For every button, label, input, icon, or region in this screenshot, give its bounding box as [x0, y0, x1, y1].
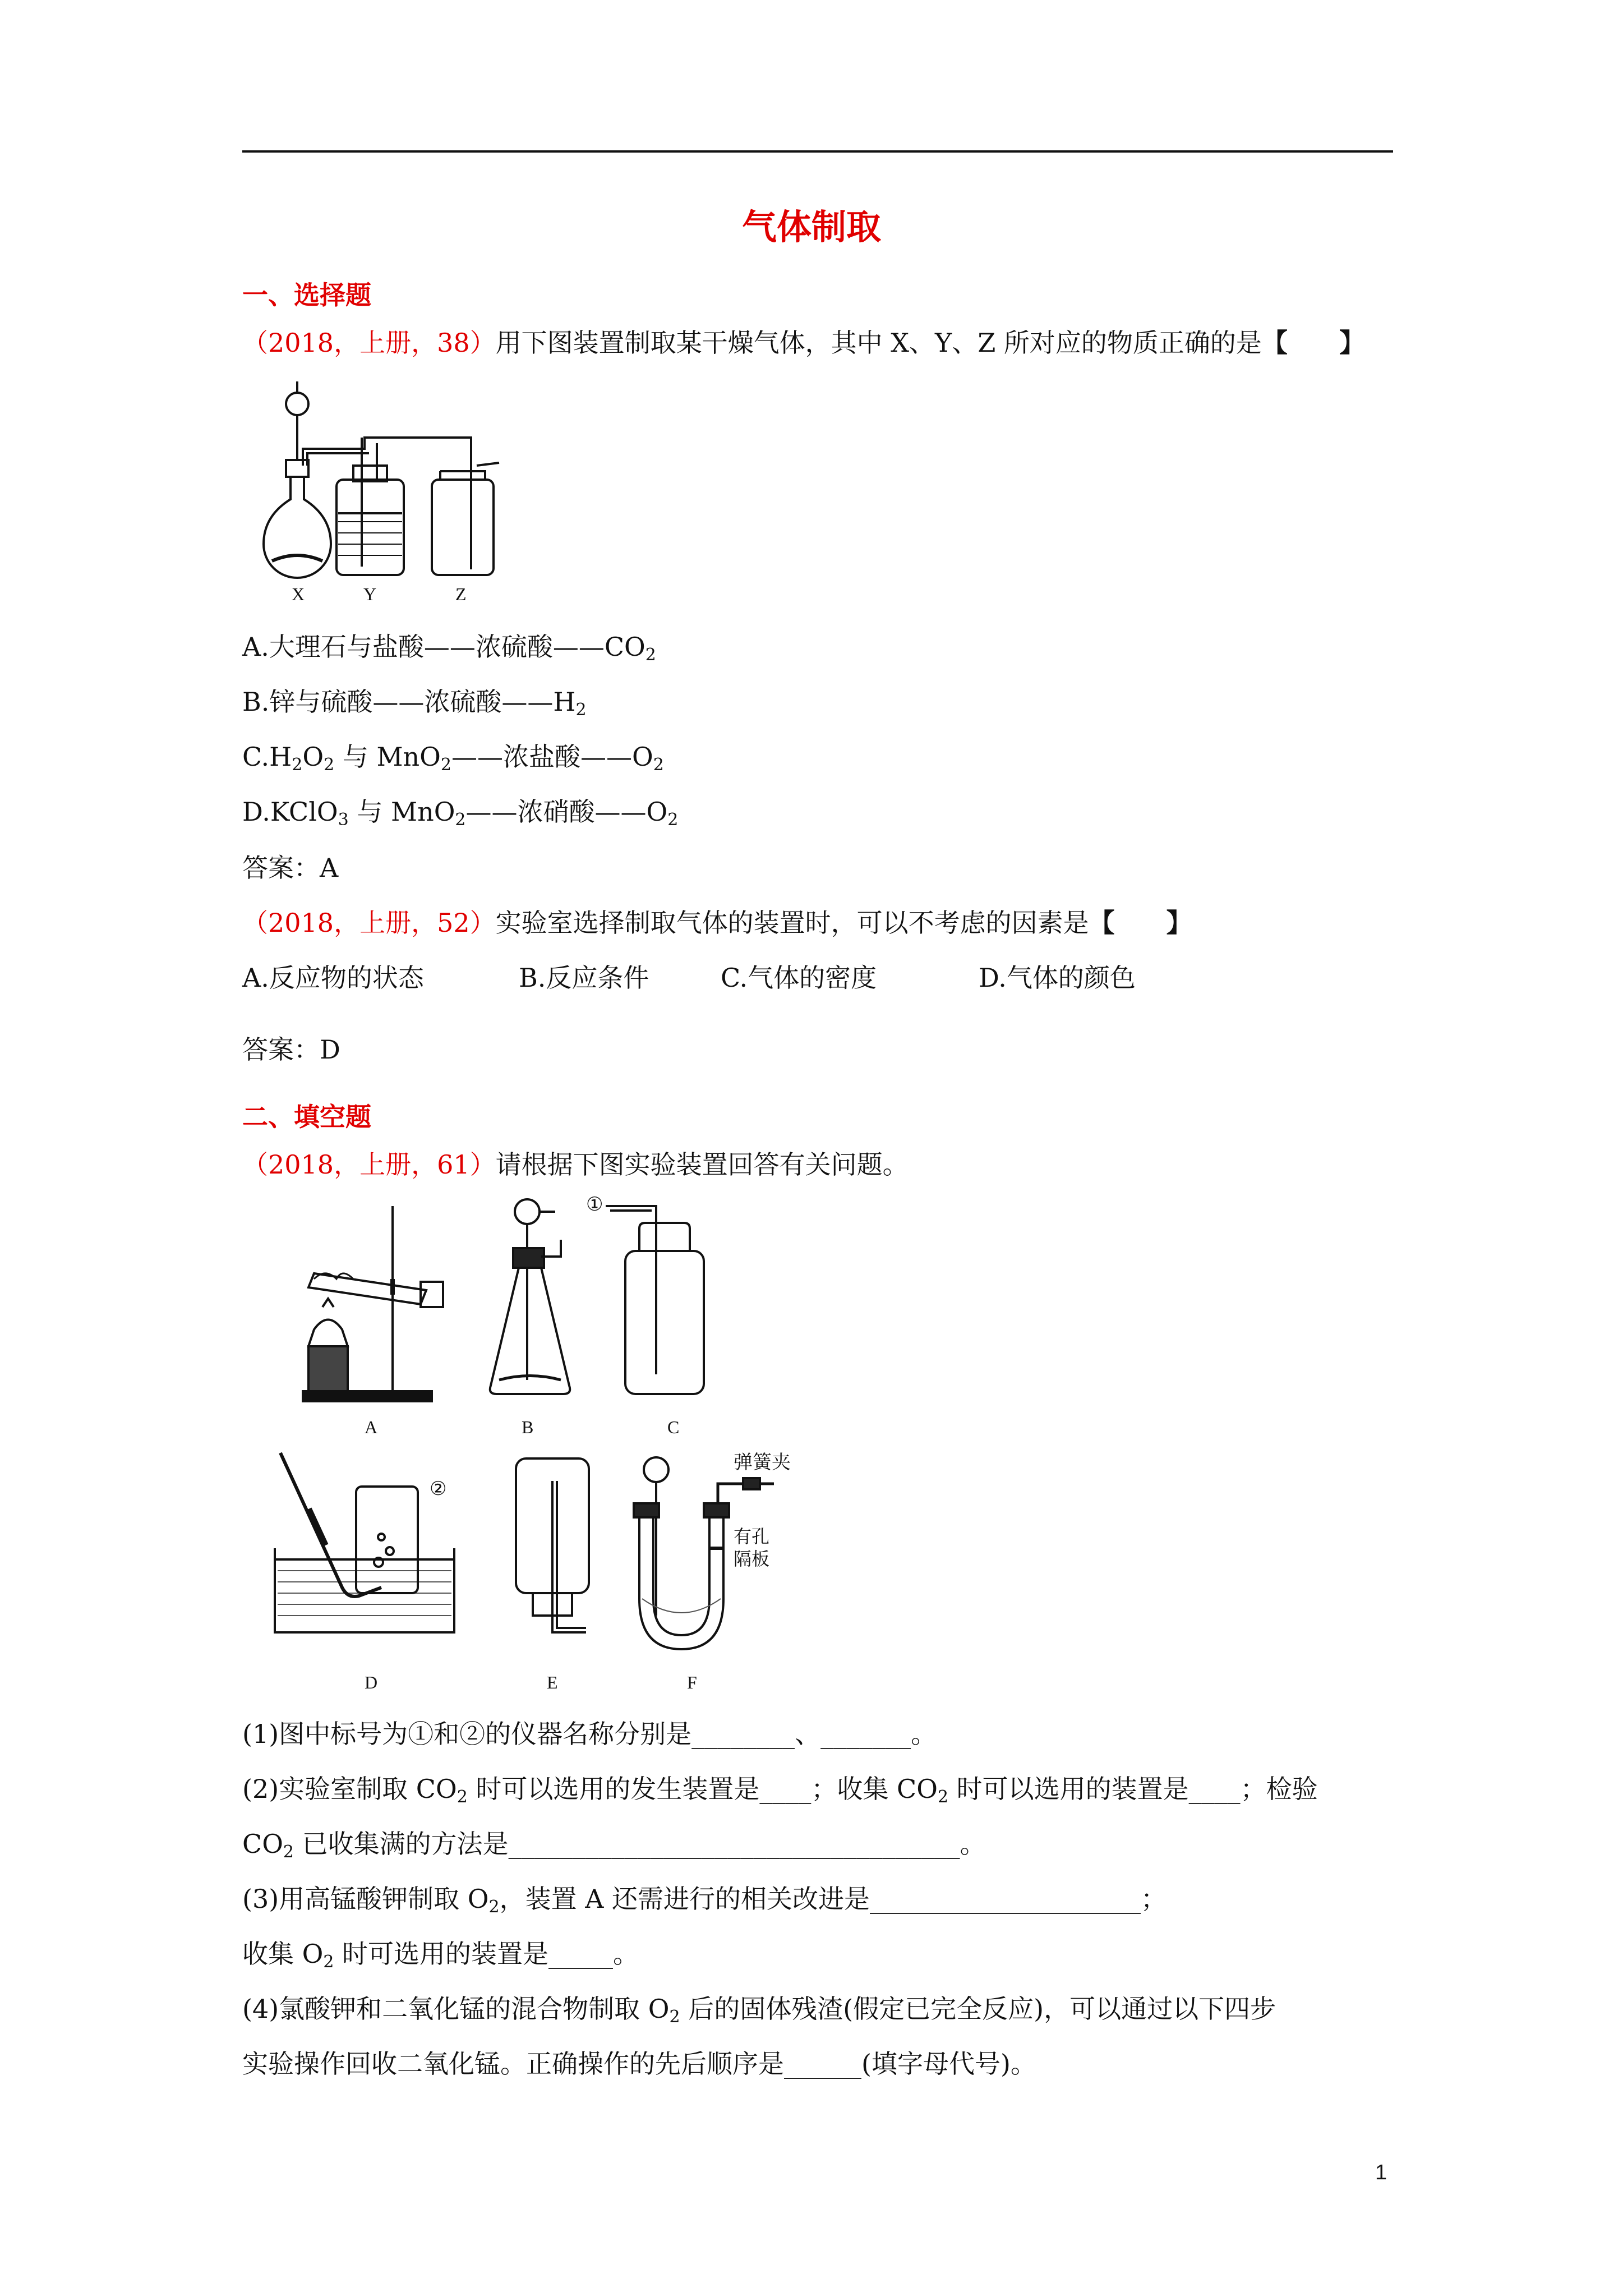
subquestion-4-line1: (4)氯酸钾和二氧化锰的混合物制取 $O_2$ 后的固体残渣(假定已完全反应)，可以通过以下四步: [242, 1994, 1276, 2027]
subquestion-3-line1: (3)用高锰酸钾制取 $O_2$，装置 A 还需进行的相关改进是_____________________；: [242, 1884, 1167, 1917]
marker-1: ①: [586, 1195, 603, 1215]
q52-option-a: A.反应物的状态: [242, 963, 424, 993]
figure-apparatus-abc: [280, 1195, 729, 1442]
label-spring-clip: 弹簧夹: [734, 1452, 791, 1473]
option-c: $C.H_2O_2$ 与 MnO$_2$——浓盐酸$——O_2$: [242, 742, 664, 775]
section-heading-fill: 二、填空题: [242, 1102, 371, 1132]
subquestion-2-line1: (2)实验室制取 $CO_2$ 时可以选用的发生装置是____；收集 $CO_2$ 时可以选用的装置是____；检验: [242, 1774, 1318, 1807]
marker-2: ②: [430, 1479, 447, 1499]
q52-option-b: B.反应条件: [519, 963, 649, 993]
label-hole-plate-2: 隔板: [734, 1549, 770, 1569]
page-title: 气体制取: [741, 206, 881, 247]
q52-option-d: D.气体的颜色: [979, 963, 1136, 993]
figure-apparatus-def: [269, 1447, 808, 1694]
answer-q38: 答案：A: [242, 853, 339, 883]
question-text: 用下图装置制取某干燥气体，其中 X、Y、Z 所对应的物质正确的是: [495, 328, 1262, 358]
fig-label-d: D: [365, 1672, 378, 1692]
page-number: 1: [1375, 2161, 1387, 2184]
subquestion-2-line2: $CO_2$ 已收集满的方法是___________________________________。: [242, 1829, 986, 1862]
header-rule: [242, 150, 1393, 153]
figure-xyz-apparatus: [247, 381, 561, 606]
question-61: （2018，上册，61）请根据下图实验装置回答有关问题。: [242, 1149, 909, 1180]
fig-label-c: C: [667, 1417, 680, 1437]
fig-label-x: X: [292, 584, 305, 604]
question-source: （2018，上册，38）: [242, 328, 496, 358]
fig-label-z: Z: [455, 584, 467, 604]
fig-label-a: A: [365, 1417, 378, 1437]
subquestion-3-line2: 收集 $O_2$ 时可选用的装置是_____。: [242, 1939, 639, 1972]
fig-label-e: E: [547, 1672, 558, 1692]
question-38: [242, 325, 1365, 360]
q52-option-c: C.气体的密度: [721, 963, 877, 993]
option-a: A.大理石与盐酸——浓硫酸$——CO_2$: [242, 632, 656, 665]
label-hole-plate-1: 有孔: [734, 1526, 770, 1547]
section-heading-choice: 一、选择题: [242, 280, 371, 310]
subquestion-4-line2: 实验操作回收二氧化锰。正确操作的先后顺序是______(填字母代号)。: [242, 2049, 1036, 2079]
option-d: D.KClO$_3$ 与 MnO$_2$——浓硝酸$——O_2$: [242, 797, 679, 830]
answer-q52: 答案：D: [242, 1034, 340, 1065]
question-52: （2018，上册，52）实验室选择制取气体的装置时，可以不考虑的因素是【 】: [242, 908, 1192, 938]
fig-label-f: F: [687, 1672, 697, 1692]
answer-bracket: 【 】: [1261, 328, 1365, 358]
option-b: B.锌与硫酸——浓硫酸$——H_2$: [242, 687, 587, 720]
fig-label-y: Y: [363, 584, 377, 604]
fig-label-b: B: [522, 1417, 534, 1437]
subquestion-1: (1)图中标号为①和②的仪器名称分别是________、_______。: [242, 1719, 937, 1749]
